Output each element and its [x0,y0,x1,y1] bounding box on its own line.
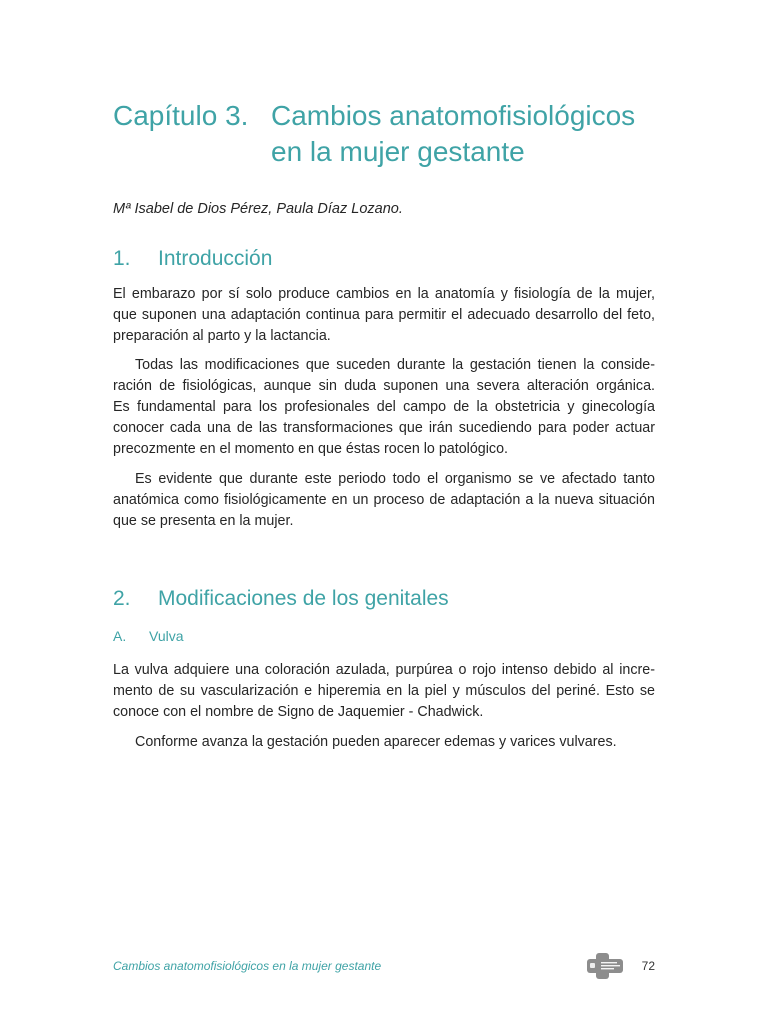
section-number: 2. [113,587,131,610]
paragraph-line: que se presenta en la mujer. [113,512,294,529]
paragraph-line: anatómica como fisiológicamente en un proceso de adaptación a la nueva situación [113,491,655,508]
paragraph-line: La vulva adquiere una coloración azulada, purpúrea o rojo intenso debido al incre- [113,661,655,678]
paragraph-line: preparación al parto y la lactancia. [113,327,331,344]
running-footer-title: Cambios anatomofisiológicos en la mujer gestante [113,959,382,973]
section-title: Introducción [158,247,273,270]
section-number: 1. [113,247,131,270]
cross-logo-icon [587,953,623,979]
paragraph-line: Conforme avanza la gestación pueden aparecer edemas y varices vulvares. [135,733,617,750]
paragraph-line: ración de fisiológicas, aunque sin duda suponen una severa alteración orgánica. [113,377,655,394]
paragraph-line: El embarazo por sí solo produce cambios en la anatomía y fisiología de la mujer, [113,285,655,302]
paragraph [113,355,655,461]
chapter-title-line: en la mujer gestante [271,136,525,167]
chapter-title-line: Cambios anatomofisiológicos [271,100,636,131]
paragraph-line: que suponen una adaptación continua para permitir el adecuado desarrollo del feto, [113,306,655,323]
paragraph [113,660,655,724]
paragraph-line: mento de su vascularización e hiperemia en la piel y músculos del periné. Esto se [113,682,655,699]
section-heading [113,586,449,612]
paragraph-line: conocer cada una de las transformaciones que irán sucediendo para poder actuar [113,420,655,437]
paragraph-line: conoce con el nombre de Signo de Jaquemier - Chadwick. [113,703,484,720]
paragraph [113,732,655,753]
subsection-title: Vulva [149,628,184,644]
section-title: Modificaciones de los genitales [158,587,449,610]
paragraph-line: Todas las modificaciones que suceden durante la gestación tienen la conside- [135,356,655,373]
chapter-label: Capítulo 3. [113,100,249,131]
page-number: 72 [641,959,655,973]
subsection-letter: A. [113,628,127,644]
paragraph [113,469,655,533]
chapter-title [271,98,635,170]
section-heading [113,246,272,272]
paragraph [113,284,655,348]
paragraph-line: Es evidente que durante este periodo todo el organismo se ve afectado tanto [135,470,655,487]
paragraph-line: Es fundamental para los profesionales del campo de la obstetricia y ginecología [113,398,655,415]
subsection-heading [113,626,184,646]
paragraph-line: precozmente en el momento en que éstas rocen lo patológico. [113,441,508,458]
authors: Mª Isabel de Dios Pérez, Paula Díaz Lozano. [113,201,403,217]
